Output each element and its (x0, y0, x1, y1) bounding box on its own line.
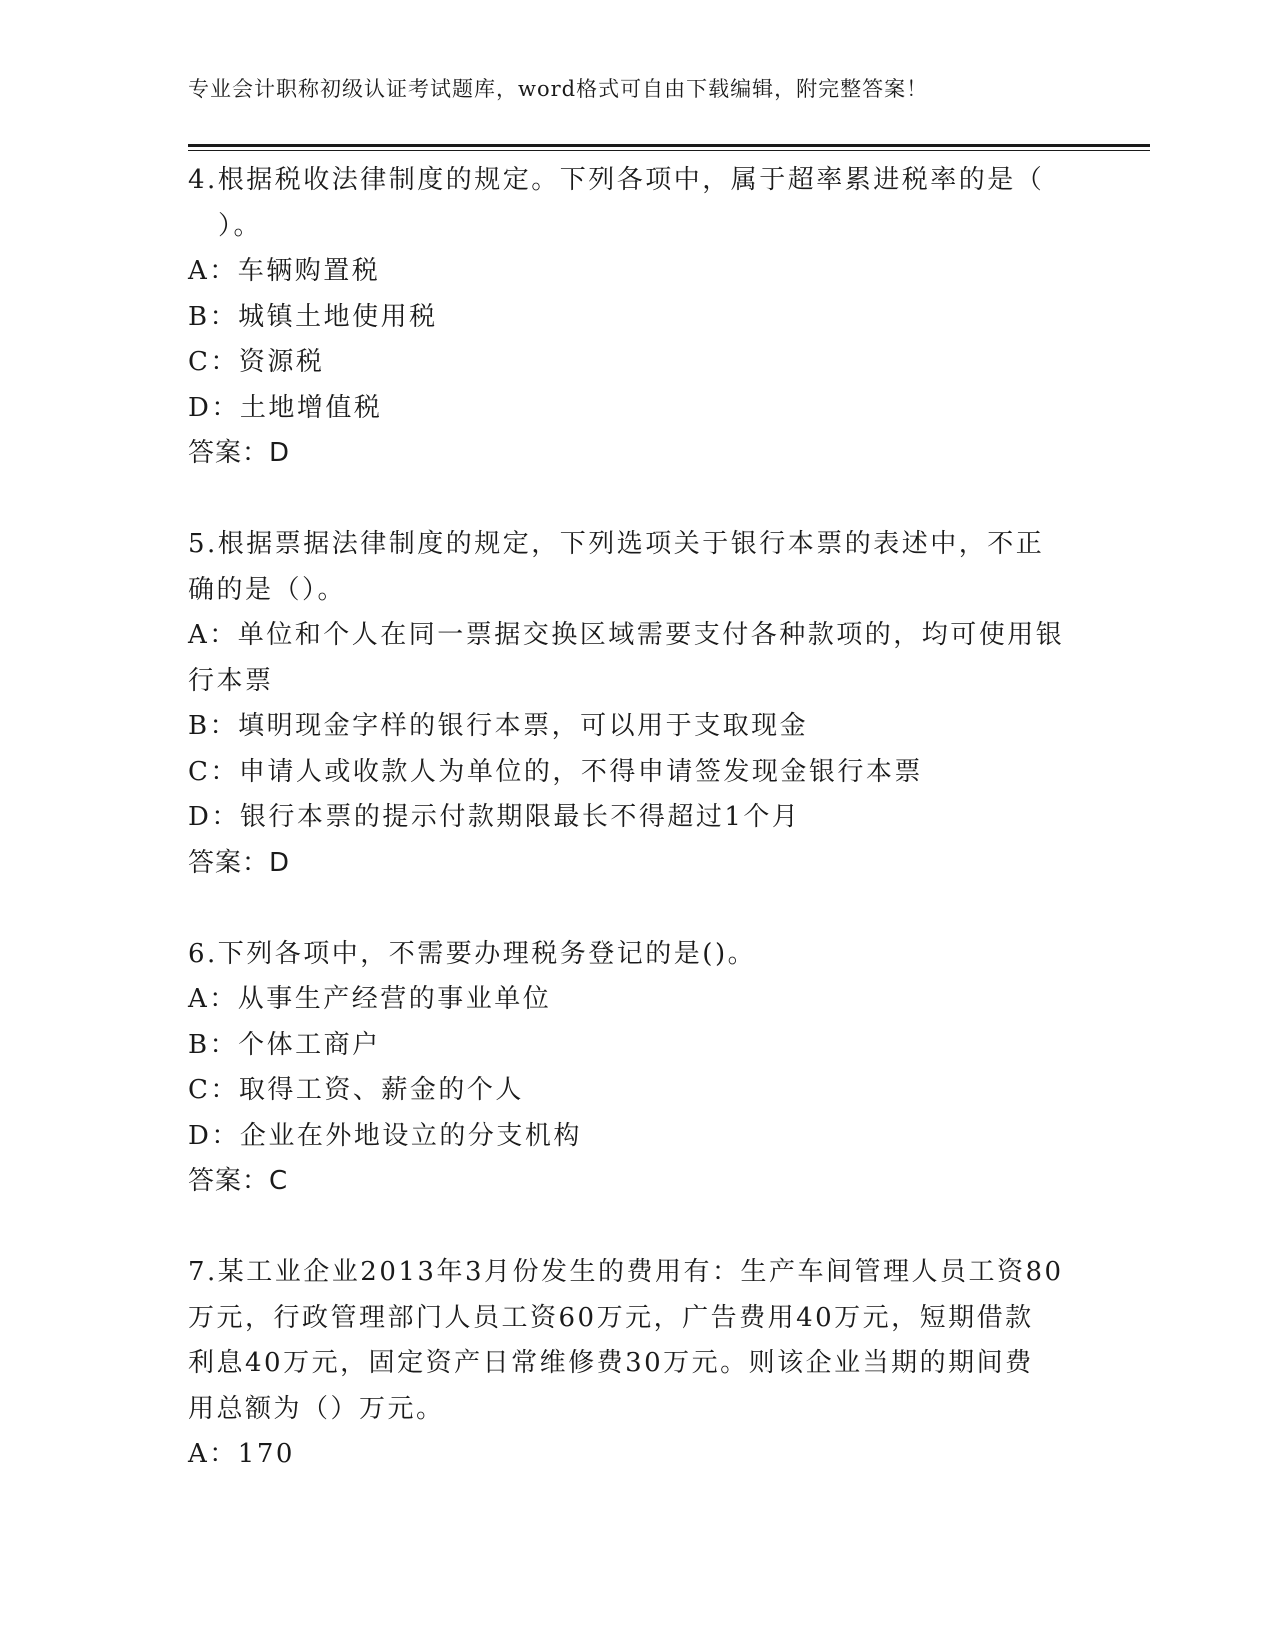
question-block (188, 1250, 1078, 1478)
answer-key: 答案：C (188, 1166, 289, 1196)
answer-option: B：城镇土地使用税 (188, 301, 438, 332)
answer-option: D：企业在外地设立的分支机构 (188, 1120, 582, 1151)
header-rule-thick (188, 144, 1150, 147)
answer-option: C：取得工资、薪金的个人 (188, 1075, 524, 1105)
question-spacer (188, 477, 1078, 523)
answer-option: A：车辆购置税 (188, 256, 381, 286)
answer-option: A：单位和个人在同一票据交换区域需要支付各种款项的，均可使用银 (188, 620, 1065, 650)
question-stem-line: 7.某工业企业2013年3月份发生的费用有：生产车间管理人员工资80 (188, 1257, 1064, 1287)
answer-key: 答案：D (188, 438, 291, 468)
question-spacer (188, 1205, 1078, 1251)
answer-option: A：170 (188, 1439, 295, 1469)
answer-option: C：申请人或收款人为单位的，不得申请签发现金银行本票 (188, 756, 923, 787)
answer-option: B：填明现金字样的银行本票，可以用于支取现金 (188, 711, 809, 741)
answer-option: C：资源税 (188, 347, 325, 377)
answer-key: 答案：D (188, 847, 291, 878)
question-spacer (188, 886, 1078, 932)
question-list (188, 158, 1078, 1478)
question-block (188, 522, 1078, 932)
question-stem-line: 万元，行政管理部门人员工资60万元，广告费用40万元，短期借款 (188, 1302, 1034, 1333)
answer-option-continuation: 行本票 (188, 665, 274, 696)
page-header-title: 专业会计职称初级认证考试题库，word格式可自由下载编辑，附完整答案！ (188, 77, 929, 101)
question-stem-line: 利息40万元，固定资产日常维修费30万元。则该企业当期的期间费 (188, 1348, 1034, 1378)
answer-option: D：银行本票的提示付款期限最长不得超过1个月 (188, 802, 801, 832)
answer-option: D：土地增值税 (188, 392, 383, 423)
question-stem-line: 6.下列各项中，不需要办理税务登记的是()。 (188, 938, 757, 969)
header-rule-thin (188, 150, 1150, 151)
question-stem-line: 5.根据票据法律制度的规定，下列选项关于银行本票的表述中，不正 (188, 529, 1045, 559)
question-stem-line: 用总额为（）万元。 (188, 1393, 445, 1424)
question-stem-line: 4.根据税收法律制度的规定。下列各项中，属于超率累进税率的是（ (188, 165, 1045, 195)
question-stem-line: ）。 (218, 210, 263, 241)
question-block (188, 158, 1078, 522)
question-block (188, 932, 1078, 1251)
answer-option: A：从事生产经营的事业单位 (188, 984, 552, 1014)
answer-option: B：个体工商户 (188, 1029, 381, 1060)
question-stem-line: 确的是（）。 (188, 574, 347, 605)
